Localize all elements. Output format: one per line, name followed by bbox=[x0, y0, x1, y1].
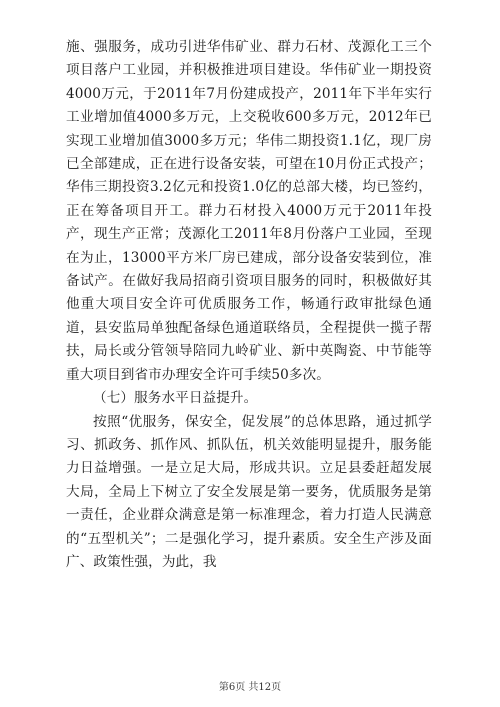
section-heading-service-level: （七）服务水平日益提升。 bbox=[93, 390, 258, 407]
paragraph-project-progress: 施、强服务，成功引进华伟矿业、群力石材、茂源化工三个项目落户工业园，并积极推进项目建设。华伟矿业一期投资4000万元，于2011年7月份建成投产，2011年下半年实行工业增加值4000多万元，上交税收600多万元，2012年已实现工业增加值3000多万元；华伟二期投资1.1亿，现厂房已全部建成，正在进行设备安装，可望在10月份正式投产；华伟三期投资3.2亿元和投资1.0亿的总部大楼，均已签约，正在筹备项目开工。群力石材投入4000万元于2011年投产，现生产正常；茂源化工2011年8月份落户工业园，至现在为止，13000平方米厂房已建成，部分设备安装到位，准备试产。在做好我局招商引资项目服务的同时，积极做好其他重大项目安全许可优质服务工作，畅通行政审批绿色通道，县安监局单独配备绿色通道联络员，全程提供一揽子帮扶，局长或分管领导陪同九岭矿业、新中英陶瓷、中节能等重大项目到省市办理安全许可手续50多次。 bbox=[66, 39, 432, 383]
document-body bbox=[66, 36, 432, 574]
page-footer: 第6页 共12页 bbox=[218, 682, 282, 693]
paragraph-service-approach: 按照“优服务，保安全，促发展”的总体思路，通过抓学习、抓政务、抓作风、抓队伍，机关效能明显提升，服务能力日益增强。一是立足大局，形成共识。立足县委赶超发展大局，全局上下树立了安全发展是第一要务，优质服务是第一责任，企业群众满意是第一标准理念，着力打造人民满意的“五型机关”；二是强化学习，提升素质。安全生产涉及面广、政策性强，为此，我 bbox=[66, 413, 432, 570]
